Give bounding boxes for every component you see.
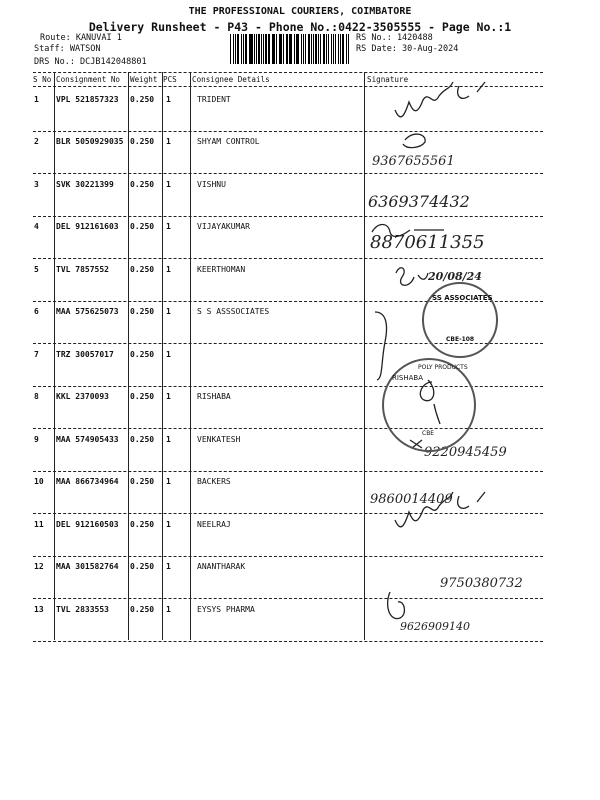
company-name: THE PROFESSIONAL COURIERS, COIMBATORE: [188, 6, 412, 17]
row-pcs: 1: [166, 520, 171, 529]
row-consignee: KEERTHOMAN: [197, 265, 246, 274]
row-consignment: TVL 7857552: [56, 265, 109, 274]
row-consignee: EYSYS PHARMA: [197, 605, 255, 614]
ss-associates-stamp: [422, 282, 498, 358]
row-weight: 0.250: [130, 265, 155, 274]
phone-row-9: 9220945459: [424, 445, 507, 460]
row-consignment: DEL 912161603: [56, 222, 119, 231]
signature-row-1: [395, 82, 485, 117]
row-sno: 6: [34, 307, 39, 316]
row-weight: 0.250: [130, 477, 155, 486]
phone-row-4: 8870611355: [370, 232, 485, 253]
row-consignment: VPL 521857323: [56, 95, 119, 104]
runsheet-title: Delivery Runsheet - P43 - Phone No.:0422-3505555 - Page No.:1: [88, 20, 512, 34]
row-consignment: DEL 912160503: [56, 520, 119, 529]
row-consignment: TVL 2833553: [56, 605, 109, 614]
drs-number: DRS No.: DCJB142048801: [34, 57, 147, 67]
row-pcs: 1: [166, 180, 171, 189]
row-pcs: 1: [166, 222, 171, 231]
row-pcs: 1: [166, 435, 171, 444]
phone-row-13: 9626909140: [400, 620, 470, 633]
stamp-rishaba-sub: POLY PRODUCTS: [418, 364, 468, 371]
row-consignment: TRZ 30057017: [56, 350, 114, 359]
header-weight: Weight: [130, 75, 158, 84]
row-sno: 12: [34, 562, 44, 571]
row-sno: 11: [34, 520, 44, 529]
header-pcs: PCS: [163, 75, 177, 84]
phone-row-3: 6369374432: [368, 192, 470, 211]
row-consignee: VIJAYAKUMAR: [197, 222, 250, 231]
row-weight: 0.250: [130, 307, 155, 316]
row-pcs: 1: [166, 265, 171, 274]
row-pcs: 1: [166, 605, 171, 614]
phone-row-10: 9860014409: [370, 492, 453, 507]
date-row-5: 20/08/24: [428, 270, 482, 283]
row-consignee: VISHNU: [197, 180, 226, 189]
row-pcs: 1: [166, 350, 171, 359]
header-signature: Signature: [367, 75, 409, 84]
staff-label: Staff: WATSON: [34, 44, 101, 54]
row-sno: 13: [34, 605, 44, 614]
row-consignment: MAA 575625073: [56, 307, 119, 316]
row-pcs: 1: [166, 562, 171, 571]
phone-row-12: 9750380732: [440, 576, 523, 591]
row-sno: 1: [34, 95, 39, 104]
row-consignee: NEELRAJ: [197, 520, 231, 529]
row-consignment: MAA 866734964: [56, 477, 119, 486]
row-sno: 4: [34, 222, 39, 231]
row-consignment: SVK 30221399: [56, 180, 114, 189]
row-weight: 0.250: [130, 435, 155, 444]
row-consignment: BLR 5050929035: [56, 137, 124, 146]
header-consignee: Consignee Details: [192, 75, 270, 84]
row-pcs: 1: [166, 392, 171, 401]
row-sno: 7: [34, 350, 39, 359]
row-pcs: 1: [166, 307, 171, 316]
row-pcs: 1: [166, 137, 171, 146]
row-weight: 0.250: [130, 95, 155, 104]
row-sno: 3: [34, 180, 39, 189]
row-weight: 0.250: [130, 222, 155, 231]
signature-row-6: [375, 312, 387, 380]
row-consignee: SHYAM CONTROL: [197, 137, 260, 146]
route-label: Route: KANUVAI 1: [40, 33, 122, 43]
row-sno: 5: [34, 265, 39, 274]
row-consignee: ANANTHARAK: [197, 562, 246, 571]
row-consignment: KKL 2370093: [56, 392, 109, 401]
stamp-rishaba-code: CBE: [422, 430, 435, 437]
row-sno: 9: [34, 435, 39, 444]
row-weight: 0.250: [130, 180, 155, 189]
row-consignee: BACKERS: [197, 477, 231, 486]
row-sno: 8: [34, 392, 39, 401]
row-weight: 0.250: [130, 562, 155, 571]
row-weight: 0.250: [130, 392, 155, 401]
row-weight: 0.250: [130, 137, 155, 146]
stamp-ss-code: CBE-108: [446, 336, 475, 343]
row-consignee: RISHABA: [197, 392, 231, 401]
row-consignee: TRIDENT: [197, 95, 231, 104]
phone-row-2: 9367655561: [372, 154, 455, 169]
row-consignment: MAA 574905433: [56, 435, 119, 444]
row-weight: 0.250: [130, 350, 155, 359]
rs-number: RS No.: 1420488: [356, 33, 433, 43]
stamp-ss-name: SS ASSOCIATES: [432, 294, 493, 302]
rishaba-stamp: [382, 358, 476, 452]
row-pcs: 1: [166, 477, 171, 486]
row-pcs: 1: [166, 95, 171, 104]
row-consignee: VENKATESH: [197, 435, 241, 444]
row-weight: 0.250: [130, 520, 155, 529]
signature-row-2: [403, 134, 425, 148]
rs-date: RS Date: 30-Aug-2024: [356, 44, 459, 54]
signature-row-13: [388, 592, 405, 619]
stamp-rishaba-name: RISHABA: [392, 374, 424, 382]
header-consignment: Consignment No: [56, 75, 121, 84]
row-sno: 2: [34, 137, 39, 146]
row-sno: 10: [34, 477, 44, 486]
signature-row-5: [396, 268, 428, 286]
header-sno: S No: [33, 75, 52, 84]
row-consignment: MAA 301582764: [56, 562, 119, 571]
row-weight: 0.250: [130, 605, 155, 614]
row-consignee: S S ASSSOCIATES: [197, 307, 270, 316]
